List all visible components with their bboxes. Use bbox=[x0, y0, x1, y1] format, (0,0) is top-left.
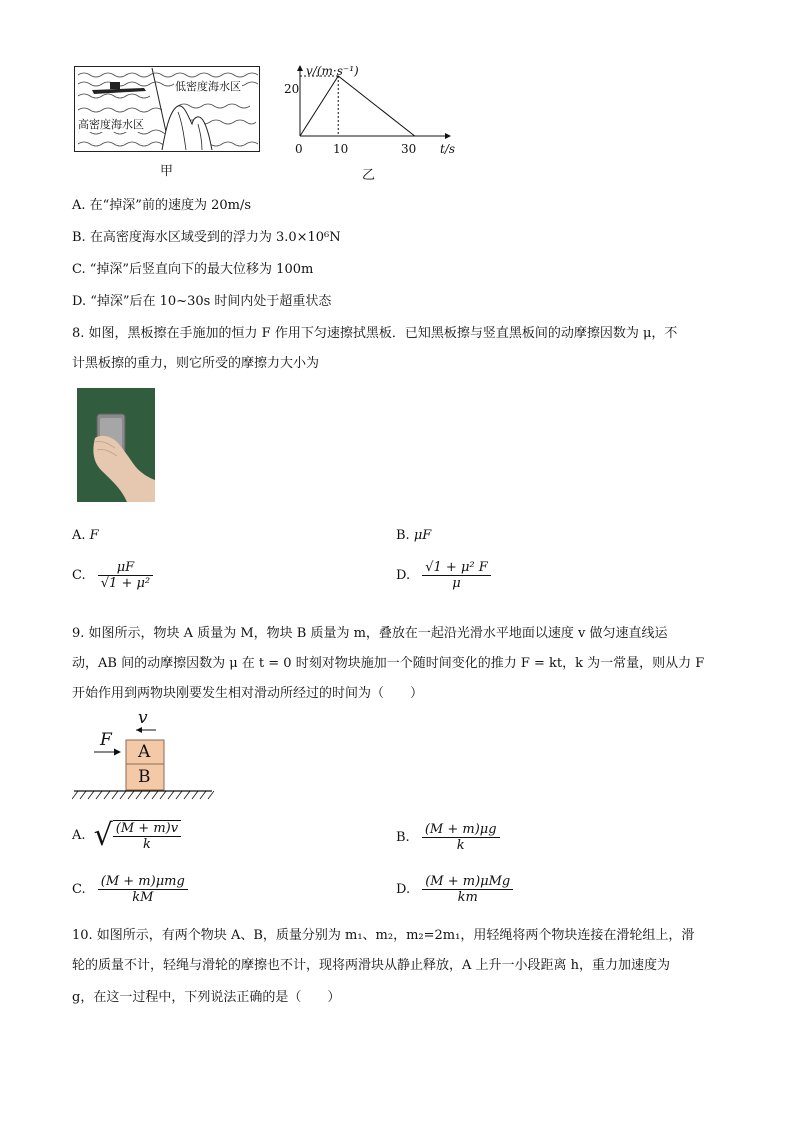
q8-option-b bbox=[396, 528, 431, 543]
q9-stem-line1: 9. 如图所示，物块 A 质量为 M，物块 B 质量为 m，叠放在一起沿光滑水平地面以速度 v 做匀速直线运 bbox=[72, 626, 668, 641]
q9-option-b-denominator: k bbox=[456, 838, 465, 853]
vt-x-tick-10: 10 bbox=[333, 142, 349, 156]
q9-option-a-fraction bbox=[113, 820, 181, 852]
q9-option-a-denominator: k bbox=[143, 836, 151, 852]
vt-series-line bbox=[300, 76, 415, 136]
q8-option-c-label: C. bbox=[72, 568, 86, 583]
force-f-label: F bbox=[100, 730, 112, 750]
q8-option-c-fraction bbox=[98, 560, 153, 591]
q7-option-a: A. 在“掉深”前的速度为 20m/s bbox=[72, 198, 251, 213]
vt-y-axis-label: v/(m·s⁻¹) bbox=[306, 64, 359, 78]
q8-option-d bbox=[396, 560, 491, 591]
blocks-figure bbox=[72, 708, 214, 802]
vt-y-tick-20: 20 bbox=[284, 82, 300, 96]
q7-option-b: B. 在高密度海水区域受到的浮力为 3.0×10⁶N bbox=[72, 230, 341, 245]
q9-stem-line2: 动，AB 间的动摩擦因数为 μ 在 t = 0 时刻对物块施加一个随时间变化的推力 F = kt，k 为一常量，则从力 F bbox=[72, 656, 705, 671]
q9-option-c-fraction bbox=[98, 874, 188, 905]
q9-option-a bbox=[72, 818, 181, 853]
q8-option-b-label: B. bbox=[396, 528, 410, 543]
q9-stem-line3: 开始作用到两物块刚要发生相对滑动所经过的时间为（ ） bbox=[72, 686, 424, 701]
q9-option-d-fraction bbox=[422, 874, 513, 905]
q8-option-c bbox=[72, 560, 153, 591]
q8-option-a-expr: F bbox=[89, 528, 99, 543]
q8-option-a-label: A. bbox=[72, 528, 86, 543]
q8-stem-line1: 8. 如图，黑板擦在手施加的恒力 F 作用下匀速擦拭黑板．已知黑板擦与竖直黑板间的动摩擦因数为 μ，不 bbox=[72, 326, 678, 341]
q9-option-d-numerator: (M + m)μMg bbox=[422, 874, 513, 890]
q9-option-a-label: A. bbox=[72, 828, 86, 843]
q9-option-c-numerator: (M + m)μmg bbox=[98, 874, 188, 890]
figure-yi-caption: 乙 bbox=[362, 168, 376, 183]
vt-x-tick-0: 0 bbox=[295, 142, 303, 156]
low-density-region-label: 低密度海水区 bbox=[175, 80, 241, 93]
q8-option-c-denominator: √1 + μ² bbox=[100, 576, 151, 591]
eraser-photo bbox=[77, 388, 155, 502]
q9-option-b-label: B. bbox=[396, 830, 410, 845]
eraser-photo-drawing bbox=[77, 388, 155, 502]
q8-stem-line2: 计黑板擦的重力，则它所受的摩擦力大小为 bbox=[72, 356, 320, 371]
q7-option-d: D. “掉深”后在 10~30s 时间内处于超重状态 bbox=[72, 294, 332, 309]
q9-option-a-numerator: (M + m)v bbox=[113, 821, 181, 837]
q9-option-c-label: C. bbox=[72, 882, 86, 897]
q9-option-c-denominator: kM bbox=[132, 890, 154, 905]
figure-yi bbox=[280, 60, 460, 162]
q8-option-d-fraction bbox=[422, 560, 491, 591]
q8-option-c-numerator: μF bbox=[98, 560, 153, 576]
q9-option-d-denominator: km bbox=[457, 890, 478, 905]
velocity-v-label: v bbox=[138, 708, 148, 728]
q7-option-c: C. “掉深”后竖直向下的最大位移为 100m bbox=[72, 262, 314, 277]
figure-jia bbox=[74, 66, 260, 152]
q9-option-b bbox=[396, 822, 500, 853]
q9-option-c bbox=[72, 874, 188, 905]
q9-option-d-label: D. bbox=[396, 882, 411, 897]
q8-option-d-numerator: √1 + μ² F bbox=[422, 560, 491, 576]
q9-option-a-sqrt-icon: √ bbox=[93, 818, 113, 853]
q9-option-b-fraction bbox=[422, 822, 500, 853]
vt-x-axis-label: t/s bbox=[440, 142, 456, 156]
q8-option-d-label: D. bbox=[396, 568, 411, 583]
q10-stem-line1: 10. 如图所示，有两个物块 A、B，质量分别为 m₁、m₂，m₂=2m₁，用轻绳将两个物块连接在滑轮组上，滑 bbox=[72, 928, 695, 943]
high-density-region-label: 高密度海水区 bbox=[78, 118, 144, 131]
vt-x-tick-30: 30 bbox=[401, 142, 417, 156]
q10-stem-line2: 轮的质量不计，轻绳与滑轮的摩擦也不计，现将两滑块从静止释放，A 上升一小段距离 h，重力加速度为 bbox=[72, 958, 671, 973]
q10-stem-line3: g，在这一过程中，下列说法正确的是（ ） bbox=[72, 990, 341, 1005]
q9-option-d bbox=[396, 874, 513, 905]
q8-option-b-expr: μF bbox=[413, 528, 432, 543]
q8-option-a bbox=[72, 528, 99, 543]
q9-option-b-numerator: (M + m)μg bbox=[422, 822, 500, 838]
q8-option-d-denominator: μ bbox=[452, 576, 461, 591]
block-a-label: A bbox=[138, 742, 151, 762]
block-b-label: B bbox=[138, 767, 151, 787]
figure-jia-caption: 甲 bbox=[160, 164, 174, 179]
